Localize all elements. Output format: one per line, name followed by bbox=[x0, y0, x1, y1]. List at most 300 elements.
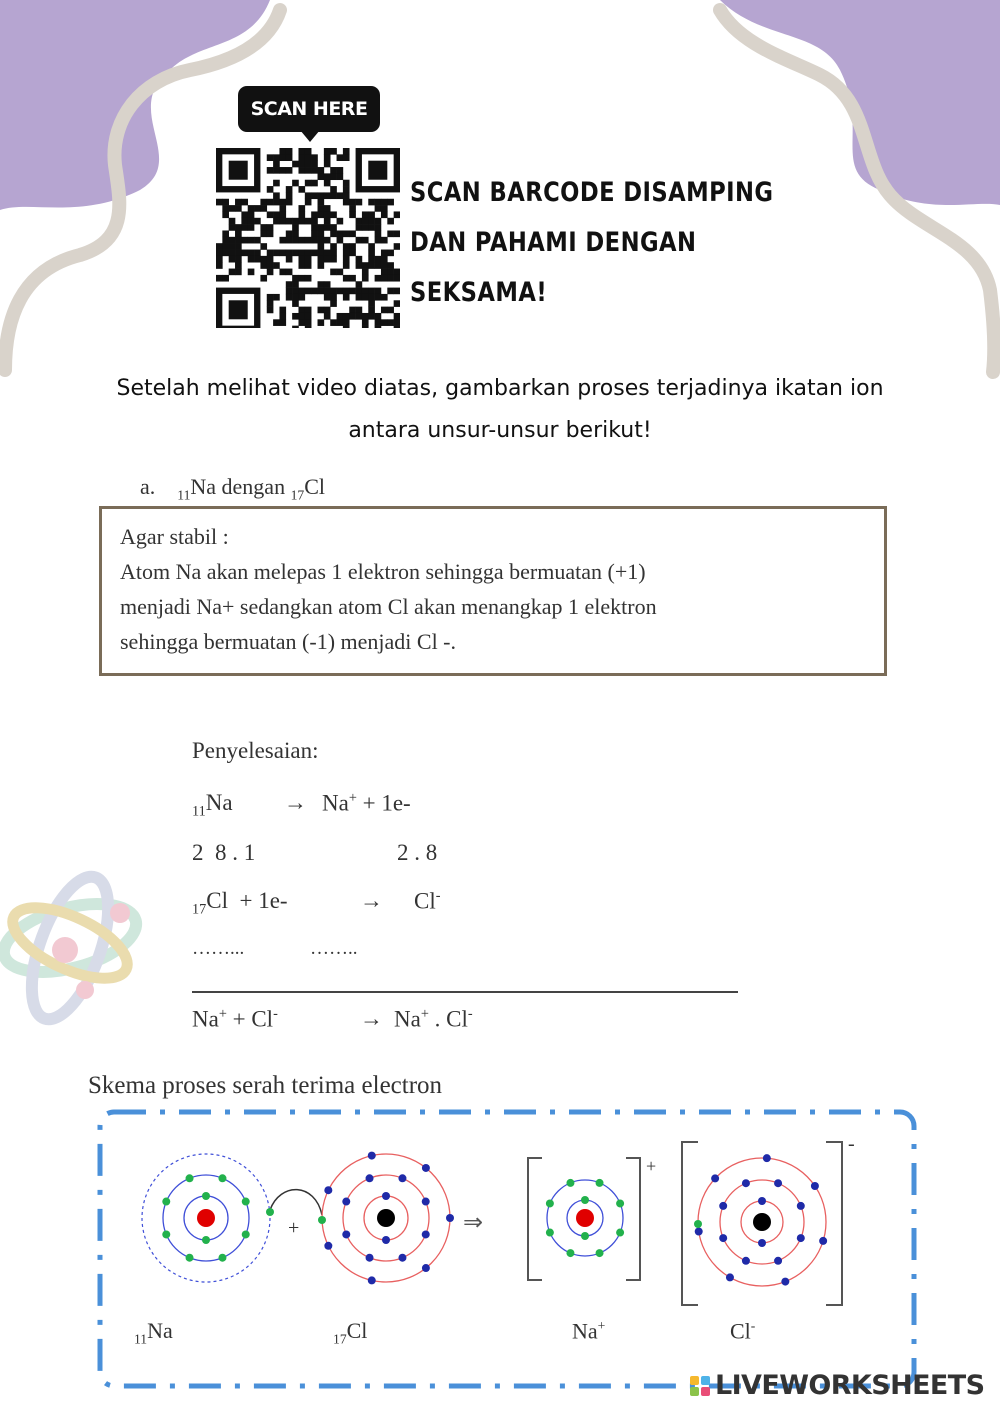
label-na-atom bbox=[134, 1318, 173, 1347]
qr-module bbox=[292, 281, 299, 288]
qr-module bbox=[279, 167, 286, 174]
cl-atom-electron bbox=[366, 1254, 374, 1262]
qr-module bbox=[381, 211, 388, 218]
qr-module bbox=[248, 237, 255, 244]
cl-atomic-number: 17 bbox=[290, 487, 305, 503]
cl-ion-electron bbox=[763, 1154, 771, 1162]
label-na-ion-charge: + bbox=[597, 1318, 606, 1333]
qr-module bbox=[241, 250, 248, 257]
qr-module bbox=[362, 313, 369, 320]
qr-module bbox=[298, 211, 305, 218]
liveworksheets-brand: LIVEWORKSHEETS bbox=[715, 1370, 985, 1401]
qr-module bbox=[216, 199, 223, 206]
qr-module bbox=[349, 307, 356, 314]
cl-atom-electron bbox=[398, 1174, 406, 1182]
qr-module bbox=[381, 319, 388, 326]
qr-module bbox=[305, 275, 312, 282]
qr-module bbox=[216, 250, 223, 257]
label-na-z: 11 bbox=[134, 1331, 148, 1347]
qr-module bbox=[305, 167, 312, 174]
na-ion-electron bbox=[596, 1179, 604, 1187]
qr-module bbox=[375, 326, 382, 328]
na-ion-electron bbox=[616, 1199, 624, 1207]
reaction-arrow: ⇒ bbox=[463, 1208, 484, 1236]
final-product bbox=[394, 1006, 473, 1033]
cl-ion-electron bbox=[758, 1197, 766, 1205]
qr-module bbox=[362, 319, 369, 326]
qr-module bbox=[298, 307, 305, 314]
qr-module bbox=[279, 154, 286, 161]
qr-module bbox=[362, 211, 369, 218]
qr-module bbox=[343, 148, 350, 155]
qr-module bbox=[356, 313, 363, 320]
qr-module bbox=[305, 288, 312, 295]
qr-module bbox=[356, 224, 363, 231]
schema-title: Skema proses serah terima electron bbox=[88, 1072, 443, 1099]
qr-module bbox=[324, 256, 331, 263]
cl-atom-electron bbox=[324, 1186, 332, 1194]
qr-module bbox=[248, 211, 255, 218]
qr-module bbox=[298, 237, 305, 244]
qr-module bbox=[330, 167, 337, 174]
qr-module bbox=[222, 243, 229, 250]
qr-module bbox=[368, 262, 375, 269]
final-na-charge: + bbox=[218, 1006, 227, 1022]
qr-module bbox=[235, 269, 242, 276]
qr-module bbox=[343, 180, 350, 187]
qr-module bbox=[279, 148, 286, 155]
qr-module bbox=[267, 211, 274, 218]
qr-module bbox=[356, 288, 363, 295]
na-reaction-arrow: → bbox=[284, 790, 307, 815]
cl-atom-nucleus bbox=[377, 1209, 395, 1227]
qr-module bbox=[381, 250, 388, 257]
instruction-line-3: SEKSAMA! bbox=[410, 277, 548, 308]
qr-module bbox=[343, 256, 350, 263]
solution-divider bbox=[192, 991, 738, 993]
qr-module bbox=[375, 319, 382, 326]
qr-module bbox=[235, 243, 242, 250]
qr-module bbox=[330, 250, 337, 257]
qr-module bbox=[337, 154, 344, 161]
cl-atom-electron bbox=[422, 1198, 430, 1206]
instruction-line-1: SCAN BARCODE DISAMPING bbox=[410, 177, 774, 208]
final-reactants bbox=[192, 1006, 278, 1033]
qr-module bbox=[311, 161, 318, 168]
qr-module bbox=[279, 211, 286, 218]
qr-module bbox=[375, 294, 382, 301]
qr-module bbox=[292, 230, 299, 237]
qr-module bbox=[318, 205, 325, 212]
qr-module bbox=[292, 237, 299, 244]
qr-module bbox=[394, 243, 400, 250]
na-ion-electron bbox=[596, 1249, 604, 1257]
qr-module bbox=[254, 205, 261, 212]
question-line-1: Setelah melihat video diatas, gambarkan proses terjadinya ikatan ion bbox=[116, 376, 884, 401]
cl-reaction-reactant bbox=[192, 888, 288, 919]
qr-module bbox=[298, 319, 305, 326]
qr-module bbox=[298, 256, 305, 263]
qr-module bbox=[254, 256, 261, 263]
qr-module bbox=[368, 307, 375, 314]
qr-module bbox=[381, 262, 388, 269]
qr-module bbox=[343, 186, 350, 193]
na-ion-nucleus bbox=[576, 1209, 594, 1227]
qr-module bbox=[318, 192, 325, 199]
qr-module bbox=[298, 186, 305, 193]
qr-module bbox=[324, 180, 331, 187]
na-atom-electron bbox=[186, 1174, 194, 1182]
qr-module bbox=[279, 250, 286, 257]
qr-module bbox=[362, 288, 369, 295]
na-ion-electron bbox=[546, 1199, 554, 1207]
cl-config-blank-left[interactable]: ……... bbox=[192, 938, 245, 959]
cl-ion-electron bbox=[719, 1234, 727, 1242]
qr-module bbox=[324, 250, 331, 257]
cl-ion-electron bbox=[774, 1179, 782, 1187]
qr-module bbox=[343, 288, 350, 295]
qr-module bbox=[248, 218, 255, 225]
qr-module bbox=[305, 250, 312, 257]
qr-module bbox=[387, 230, 394, 237]
qr-module bbox=[318, 243, 325, 250]
cl-ion-electron bbox=[819, 1237, 827, 1245]
qr-module bbox=[229, 224, 236, 231]
qr-module bbox=[330, 224, 337, 231]
qr-module bbox=[324, 205, 331, 212]
qr-module bbox=[286, 250, 293, 257]
qr-module bbox=[337, 173, 344, 180]
qr-module bbox=[381, 269, 388, 276]
qr-module bbox=[356, 199, 363, 206]
qr-module bbox=[375, 237, 382, 244]
qr-module bbox=[324, 294, 331, 301]
question-line-2: antara unsur-unsur berikut! bbox=[348, 418, 652, 443]
qr-module bbox=[279, 218, 286, 225]
qr-module bbox=[235, 230, 242, 237]
qr-module bbox=[298, 148, 305, 155]
qr-module bbox=[368, 250, 375, 257]
qr-module bbox=[318, 173, 325, 180]
cl-ion-gained-electron bbox=[694, 1220, 702, 1228]
cl-atom-electron bbox=[382, 1236, 390, 1244]
qr-module bbox=[324, 288, 331, 295]
electron-transfer-arc bbox=[270, 1190, 322, 1215]
qr-module bbox=[349, 230, 356, 237]
qr-module bbox=[343, 294, 350, 301]
qr-module bbox=[273, 192, 280, 199]
qr-module bbox=[356, 281, 363, 288]
qr-module bbox=[311, 192, 318, 199]
answer-box-line-3: sehingga bermuatan (-1) menjadi Cl -. bbox=[120, 629, 457, 654]
qr-code[interactable] bbox=[216, 148, 400, 328]
qr-module bbox=[368, 256, 375, 263]
qr-module bbox=[330, 269, 337, 276]
qr-module bbox=[381, 307, 388, 314]
qr-module bbox=[273, 250, 280, 257]
qr-module bbox=[305, 256, 312, 263]
label-cl-ion-symbol: Cl bbox=[730, 1318, 751, 1344]
qr-module bbox=[292, 275, 299, 282]
qr-module bbox=[222, 230, 229, 237]
cl-atom-electron bbox=[342, 1230, 350, 1238]
qr-module bbox=[375, 199, 382, 206]
qr-module bbox=[318, 167, 325, 174]
qr-module bbox=[292, 250, 299, 257]
na-valence-electron bbox=[266, 1208, 274, 1216]
qr-module bbox=[362, 218, 369, 225]
qr-module bbox=[273, 262, 280, 269]
cl-reaction-symbol: Cl bbox=[206, 888, 228, 913]
qr-module bbox=[356, 218, 363, 225]
qr-module bbox=[324, 192, 331, 199]
final-cl: + Cl bbox=[226, 1006, 274, 1032]
qr-module bbox=[298, 288, 305, 295]
na-ion-electron bbox=[566, 1179, 574, 1187]
cl-reaction-arrow: → bbox=[360, 888, 383, 913]
label-na-symbol: Na bbox=[147, 1318, 173, 1343]
na-symbol: Na bbox=[190, 474, 217, 499]
qr-module bbox=[273, 154, 280, 161]
qr-module bbox=[324, 218, 331, 225]
na-ion-bracket-left bbox=[528, 1158, 542, 1280]
qr-module bbox=[286, 237, 293, 244]
qr-module bbox=[305, 154, 312, 161]
qr-module bbox=[292, 313, 299, 320]
na-ion-electron bbox=[616, 1229, 624, 1237]
qr-module bbox=[394, 313, 400, 320]
cl-ion-nucleus bbox=[753, 1213, 771, 1231]
label-cl-atom bbox=[333, 1318, 367, 1347]
qr-module bbox=[267, 224, 274, 231]
qr-module bbox=[279, 237, 286, 244]
qr-module bbox=[286, 294, 293, 301]
qr-module bbox=[279, 269, 286, 276]
qr-module bbox=[292, 218, 299, 225]
cl-atom-electron bbox=[342, 1198, 350, 1206]
na-config-after: 2 . 8 bbox=[397, 840, 438, 865]
qr-module bbox=[343, 275, 350, 282]
qr-module bbox=[298, 154, 305, 161]
qr-module bbox=[381, 294, 388, 301]
qr-module bbox=[279, 205, 286, 212]
qr-module bbox=[222, 199, 229, 206]
qr-module bbox=[375, 262, 382, 269]
qr-module bbox=[368, 218, 375, 225]
qr-module bbox=[273, 294, 280, 301]
qr-module bbox=[375, 218, 382, 225]
liveworksheets-logo[interactable] bbox=[690, 1370, 984, 1401]
qr-module bbox=[248, 250, 255, 257]
qr-module bbox=[330, 148, 337, 155]
qr-module bbox=[292, 180, 299, 187]
qr-module bbox=[318, 307, 325, 314]
na-atom-electron bbox=[162, 1198, 170, 1206]
qr-module bbox=[286, 192, 293, 199]
qr-module bbox=[368, 300, 375, 307]
qr-module bbox=[343, 154, 350, 161]
na-atom-electron bbox=[218, 1254, 226, 1262]
qr-module bbox=[273, 180, 280, 187]
na-ion-electron bbox=[546, 1229, 554, 1237]
qr-module bbox=[298, 167, 305, 174]
cl-reaction-z: 17 bbox=[192, 901, 207, 918]
qr-module bbox=[318, 250, 325, 257]
na-atomic-number: 11 bbox=[177, 487, 191, 503]
qr-module bbox=[318, 211, 325, 218]
qr-module bbox=[267, 167, 274, 174]
qr-module bbox=[394, 269, 400, 276]
qr-module bbox=[368, 224, 375, 231]
final-na: Na bbox=[192, 1006, 219, 1032]
cl-atom-electron bbox=[368, 1152, 376, 1160]
qr-module bbox=[216, 262, 223, 269]
qr-module bbox=[305, 313, 312, 320]
qr-module bbox=[286, 167, 293, 174]
qr-module bbox=[381, 205, 388, 212]
na-ion-electron bbox=[566, 1249, 574, 1257]
qr-module bbox=[267, 300, 274, 307]
qr-module bbox=[324, 237, 331, 244]
qr-module bbox=[305, 199, 312, 206]
qr-module bbox=[387, 288, 394, 295]
label-cl-z: 17 bbox=[333, 1331, 347, 1347]
qr-finder-inner bbox=[229, 161, 248, 180]
qr-module bbox=[362, 275, 369, 282]
cl-product-charge: - bbox=[435, 888, 441, 904]
qr-module bbox=[356, 294, 363, 301]
label-cl-ion bbox=[730, 1318, 755, 1344]
qr-module bbox=[343, 319, 350, 326]
cl-ion-electron bbox=[758, 1239, 766, 1247]
qr-module bbox=[286, 186, 293, 193]
qr-module bbox=[267, 186, 274, 193]
final-cl-charge: - bbox=[273, 1006, 278, 1022]
qr-module bbox=[368, 211, 375, 218]
qr-module bbox=[368, 243, 375, 250]
answer-box-line-2: menjadi Na+ sedangkan atom Cl akan menangkap 1 elektron bbox=[120, 594, 657, 619]
qr-module bbox=[286, 148, 293, 155]
qr-module bbox=[375, 275, 382, 282]
qr-module bbox=[273, 161, 280, 168]
qr-module bbox=[305, 161, 312, 168]
qr-module bbox=[292, 300, 299, 307]
qr-module bbox=[330, 192, 337, 199]
electron-transfer-diagram bbox=[110, 1120, 900, 1370]
qr-module bbox=[330, 300, 337, 307]
qr-module bbox=[235, 250, 242, 257]
final-product-cl: . Cl bbox=[428, 1006, 468, 1032]
qr-module bbox=[324, 161, 331, 168]
qr-module bbox=[267, 250, 274, 257]
qr-module bbox=[260, 230, 267, 237]
qr-module bbox=[356, 307, 363, 314]
qr-module bbox=[248, 224, 255, 231]
qr-module bbox=[337, 319, 344, 326]
qr-module bbox=[292, 288, 299, 295]
na-reaction-z: 11 bbox=[192, 803, 206, 820]
qr-module bbox=[362, 294, 369, 301]
item-a-heading bbox=[140, 474, 325, 503]
qr-module bbox=[292, 326, 299, 328]
qr-module bbox=[387, 262, 394, 269]
qr-module bbox=[248, 256, 255, 263]
label-na-ion-symbol: Na bbox=[572, 1318, 598, 1344]
qr-module bbox=[241, 224, 248, 231]
qr-module bbox=[343, 192, 350, 199]
qr-module bbox=[267, 294, 274, 301]
qr-module bbox=[337, 167, 344, 174]
qr-module bbox=[330, 294, 337, 301]
qr-module bbox=[318, 262, 325, 269]
qr-module bbox=[337, 230, 344, 237]
qr-module bbox=[330, 256, 337, 263]
qr-module bbox=[343, 230, 350, 237]
qr-finder-inner bbox=[368, 161, 387, 180]
qr-module bbox=[375, 288, 382, 295]
qr-module bbox=[305, 218, 312, 225]
cl-ion-electron bbox=[774, 1257, 782, 1265]
qr-module bbox=[362, 237, 369, 244]
liveworksheets-icon bbox=[690, 1376, 710, 1396]
scan-instruction bbox=[410, 168, 810, 318]
qr-module bbox=[267, 262, 274, 269]
qr-module bbox=[318, 256, 325, 263]
qr-module bbox=[241, 218, 248, 225]
qr-module bbox=[229, 269, 236, 276]
qr-module bbox=[349, 205, 356, 212]
qr-module bbox=[368, 199, 375, 206]
qr-module bbox=[222, 250, 229, 257]
qr-module bbox=[260, 275, 267, 282]
qr-module bbox=[248, 205, 255, 212]
qr-module bbox=[298, 313, 305, 320]
qr-module bbox=[387, 218, 394, 225]
qr-module bbox=[387, 275, 394, 282]
qr-module bbox=[229, 205, 236, 212]
qr-module bbox=[337, 192, 344, 199]
label-na-ion bbox=[572, 1318, 605, 1344]
instruction-line-2: DAN PAHAMI DENGAN bbox=[410, 227, 697, 258]
qr-module bbox=[286, 230, 293, 237]
qr-module bbox=[222, 211, 229, 218]
qr-module bbox=[305, 192, 312, 199]
cl-ion-electron bbox=[781, 1278, 789, 1286]
qr-module bbox=[305, 148, 312, 155]
qr-module bbox=[311, 180, 318, 187]
qr-module bbox=[241, 237, 248, 244]
qr-module bbox=[305, 307, 312, 314]
qr-module bbox=[368, 294, 375, 301]
qr-module bbox=[311, 154, 318, 161]
qr-module bbox=[279, 319, 286, 326]
qr-module bbox=[292, 224, 299, 231]
qr-module bbox=[330, 288, 337, 295]
qr-finder-inner bbox=[229, 300, 248, 319]
qr-module bbox=[362, 224, 369, 231]
qr-module bbox=[349, 313, 356, 320]
na-ion-electron bbox=[581, 1232, 589, 1240]
qr-module bbox=[337, 288, 344, 295]
qr-module bbox=[362, 269, 369, 276]
cl-config-blank-right[interactable]: …….. bbox=[310, 938, 358, 959]
na-atom-electron bbox=[186, 1254, 194, 1262]
qr-module bbox=[254, 218, 261, 225]
na-product-tail: + 1e- bbox=[356, 790, 411, 816]
final-product-na: Na bbox=[394, 1006, 421, 1032]
cl-ion-electron bbox=[711, 1174, 719, 1182]
qr-module bbox=[318, 281, 325, 288]
